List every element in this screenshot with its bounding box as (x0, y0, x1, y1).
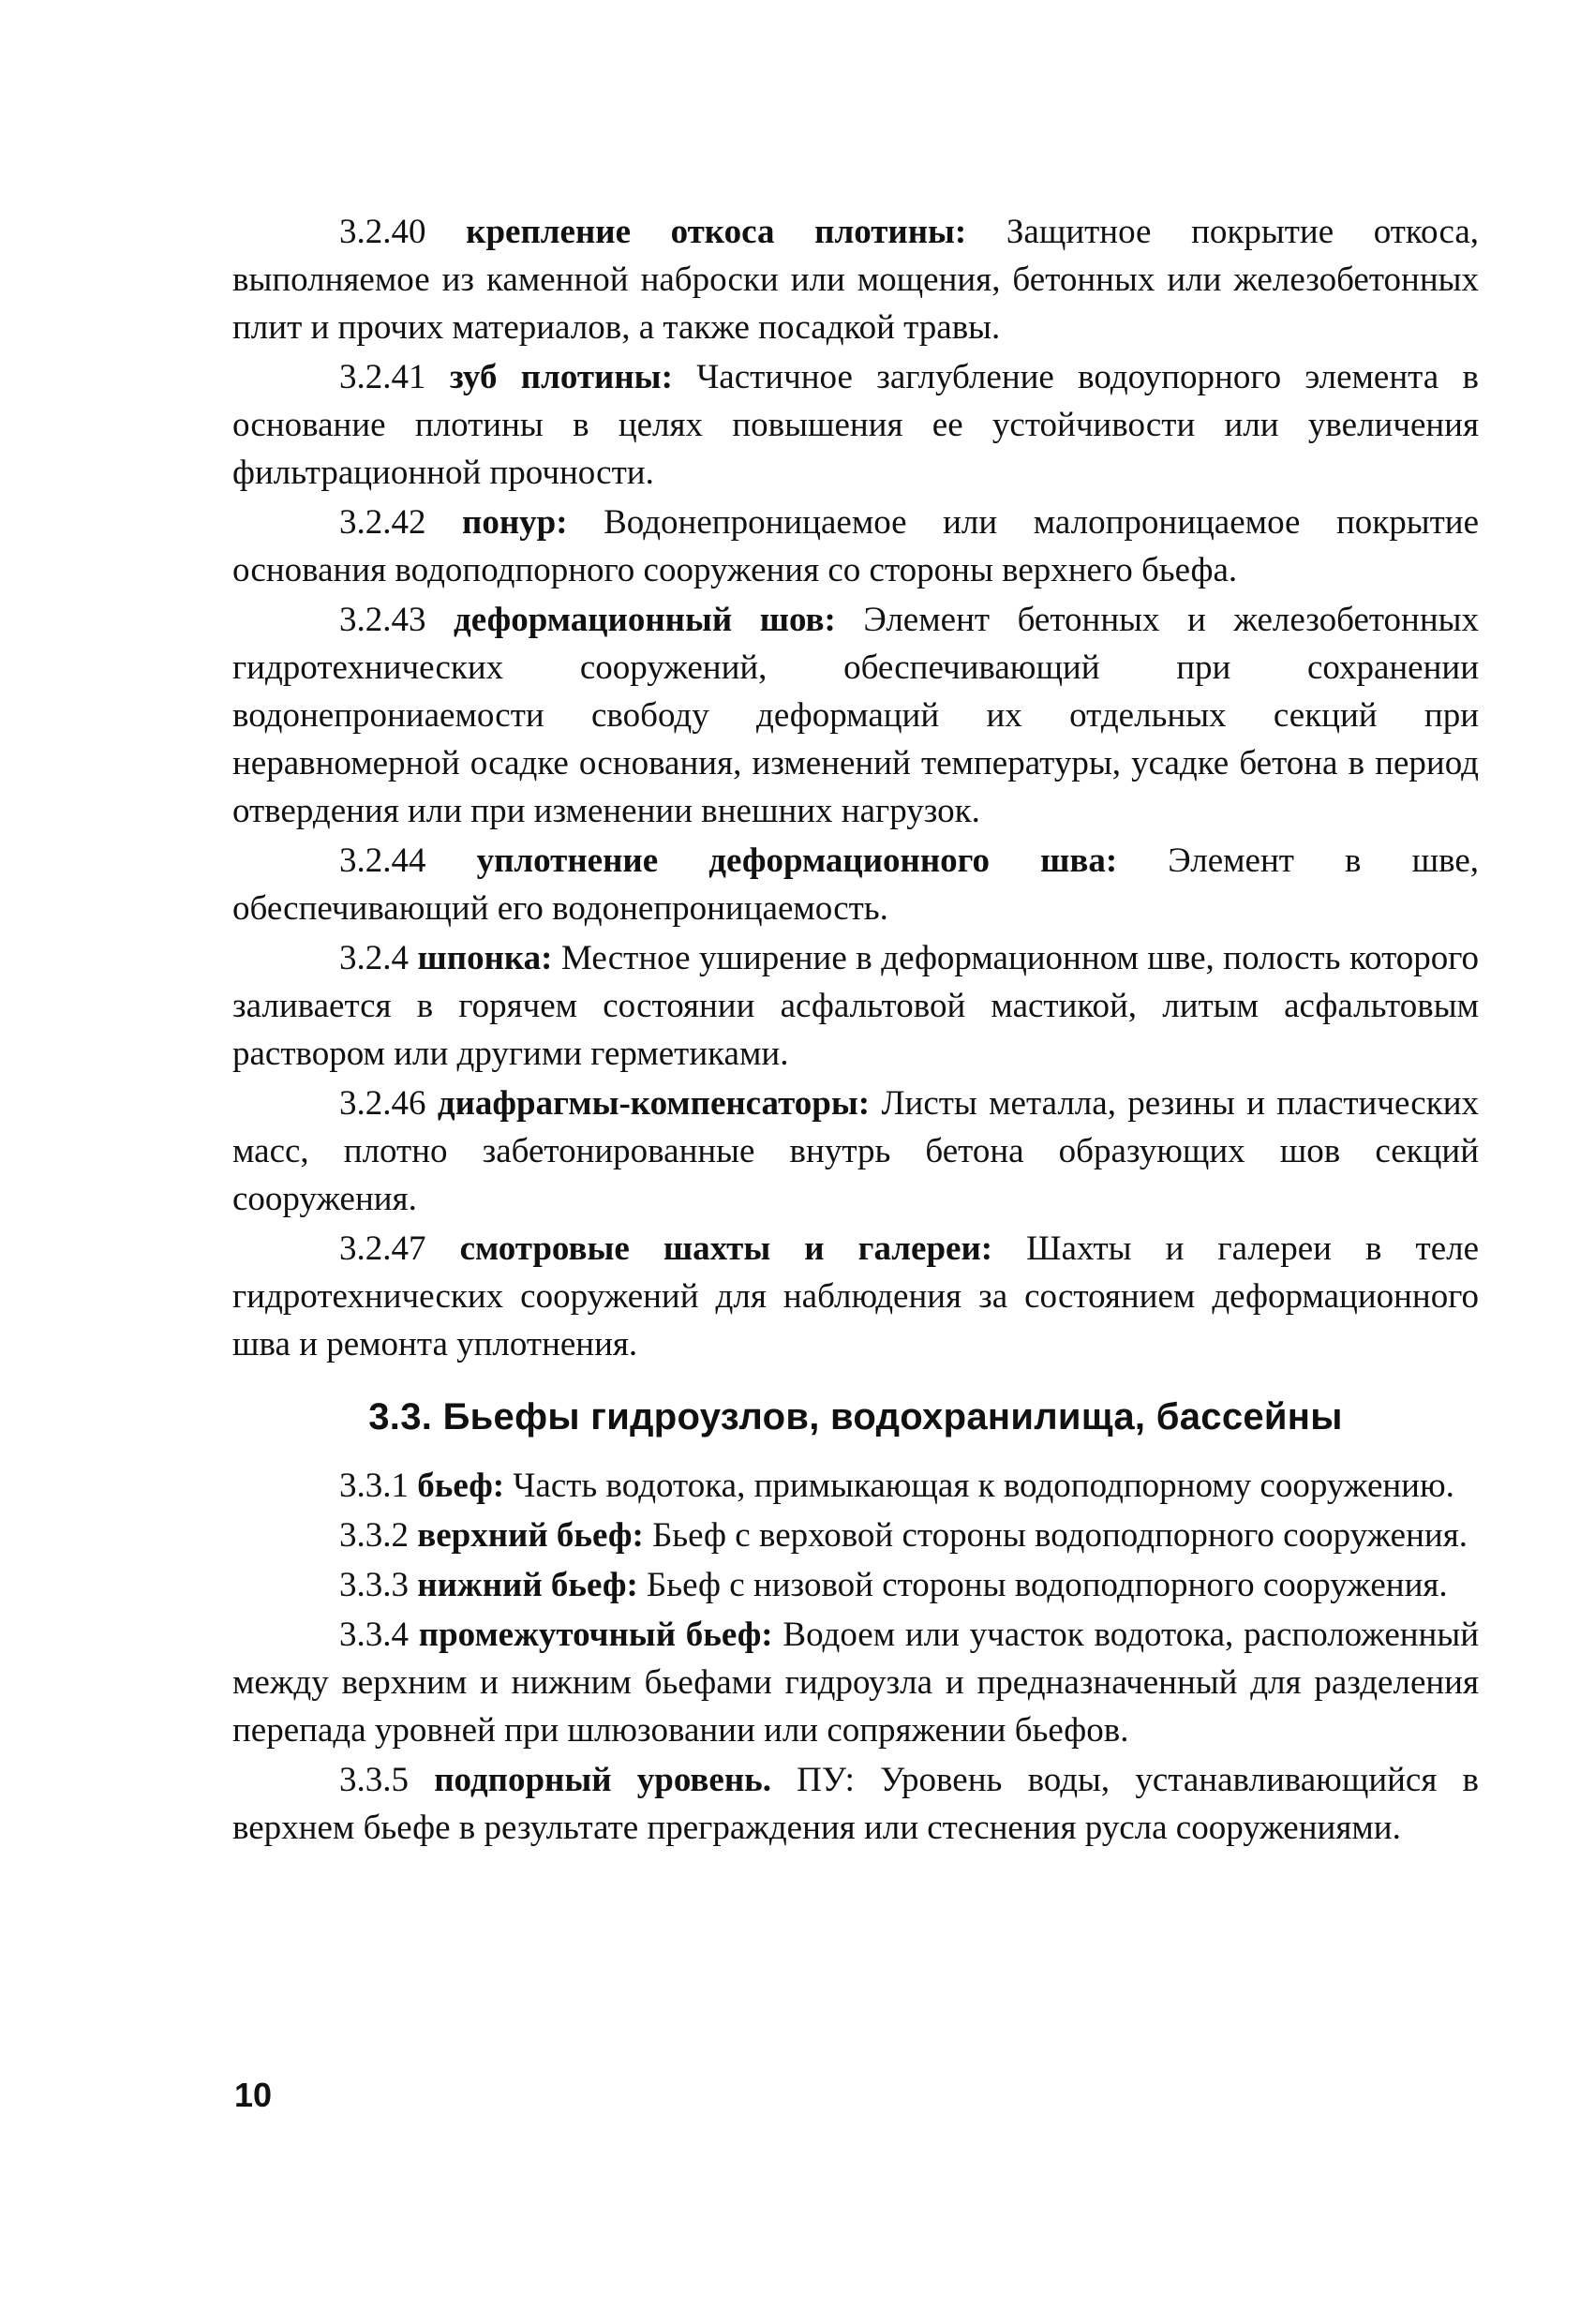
term-entry-3-2-45 (232, 934, 1479, 1078)
entry-term: деформационный шов: (454, 601, 836, 639)
section-heading: 3.3. Бьефы гидроузлов, водохранилища, бассейны (368, 1396, 1343, 1438)
entry-number: 3.3.2 (339, 1516, 409, 1555)
entry-definition: Шахты и галереи в теле гидротехнических сооружений для наблюдения за состоянием деформационного шва и ремонта уплотнения. (232, 1229, 1480, 1363)
entry-number: 3.2.47 (339, 1229, 426, 1268)
term-entry-3-3-2 (232, 1512, 1479, 1559)
entry-number: 3.2.42 (339, 503, 426, 542)
term-entry-3-2-40 (232, 208, 1479, 351)
entry-term: крепление откоса плотины: (466, 213, 967, 251)
entry-definition: Защитное покрытие откоса, выполняемое из каменной наброски или мощения, бетонных или железобетонных плит и прочих материалов, а также посадкой травы. (232, 213, 1479, 347)
entry-definition: Листы металла, резины и пластических масс, плотно забетонированные внутрь бетона образующих шов секций сооружения. (232, 1084, 1479, 1218)
entry-number: 3.2.46 (339, 1084, 426, 1123)
entry-term: шпонка: (417, 939, 553, 977)
entry-definition: Часть водотока, примыкающая к водоподпорному сооружению. (513, 1467, 1454, 1505)
term-entry-3-3-1 (232, 1462, 1479, 1510)
entry-number: 3.3.4 (339, 1616, 409, 1654)
entry-term: смотровые шахты и галереи: (459, 1229, 993, 1268)
page-number: 10 (234, 2076, 273, 2114)
entry-number: 3.2.41 (339, 358, 426, 396)
term-entry-3-3-4 (232, 1611, 1479, 1754)
entry-definition: Бьеф с верховой стороны водоподпорного сооружения. (652, 1516, 1468, 1555)
entry-number: 3.2.43 (339, 601, 426, 639)
document-page (232, 208, 1479, 1854)
entry-term: верхний бьеф: (417, 1516, 644, 1555)
term-entry-3-3-5 (232, 1756, 1479, 1852)
entry-definition: Бьеф с низовой стороны водоподпорного сооружения. (647, 1566, 1448, 1604)
entry-term: понур: (462, 503, 568, 542)
entry-number: 3.2.4 (339, 939, 409, 977)
entry-definition: Частичное заглубление водоупорного элемента в основание плотины в целях повышения ее устойчивости или увеличения фильтрационной прочности. (232, 358, 1480, 492)
entry-term: бьеф: (417, 1467, 505, 1505)
term-entry-3-2-42 (232, 499, 1479, 594)
entry-term: нижний бьеф: (417, 1566, 638, 1604)
entry-term: промежуточный бьеф: (418, 1616, 773, 1654)
entry-number: 3.3.1 (339, 1467, 409, 1505)
term-entry-3-2-46 (232, 1080, 1479, 1223)
entry-term: уплотнение деформационного шва: (476, 842, 1118, 880)
entry-number: 3.2.40 (339, 213, 426, 251)
term-entry-3-2-47 (232, 1225, 1479, 1368)
entry-definition: Элемент бетонных и железобетонных гидротехнических сооружений, обеспечивающий при сохранении водонепрониаемости свободу деформаций их отдельных секций при неравномерной осадке основания, изменений температуры, усадке бетона в период отвердения или при изменении внешних нагрузок. (232, 601, 1480, 830)
entry-term: зуб плотины: (449, 358, 673, 396)
entry-definition: Местное уширение в деформационном шве, полость которого заливается в горячем состоянии асфальтовой мастикой, литым асфальтовым раствором или другими герметиками. (232, 939, 1480, 1073)
entry-definition: Элемент в шве, обеспечивающий его водонепроницаемость. (232, 842, 1479, 928)
entry-definition: ПУ: Уровень воды, устанавливающийся в верхнем бьефе в результате преграждения или стеснения русла сооружениями. (232, 1761, 1480, 1847)
term-entry-3-2-43 (232, 596, 1479, 835)
entry-definition: Водоем или участок водотока, расположенный между верхним и нижним бьефами гидроузла и предназначенный для разделения перепада уровней при шлюзовании или сопряжении бьефов. (232, 1616, 1480, 1750)
entry-definition: Водонепроницаемое или малопроницаемое покрытие основания водоподпорного сооружения со стороны верхнего бьефа. (232, 503, 1479, 589)
entry-number: 3.3.3 (339, 1566, 409, 1604)
entry-term: диафрагмы-компенсаторы: (437, 1084, 871, 1123)
entry-term: подпорный уровень. (434, 1761, 771, 1799)
entry-number: 3.2.44 (339, 842, 426, 880)
entry-number: 3.3.5 (339, 1761, 409, 1799)
term-entry-3-2-41 (232, 353, 1479, 497)
term-entry-3-2-44 (232, 837, 1479, 932)
term-entry-3-3-3 (232, 1561, 1479, 1609)
